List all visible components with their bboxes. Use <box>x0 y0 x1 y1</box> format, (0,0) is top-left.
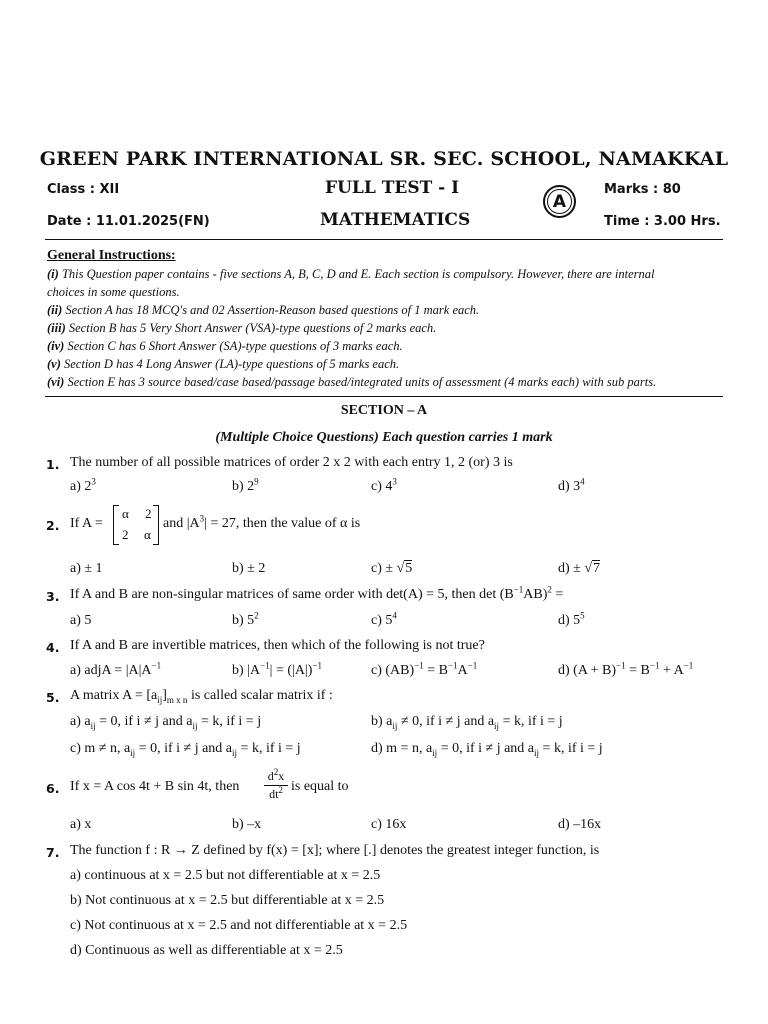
school-name: GREEN PARK INTERNATIONAL SR. SEC. SCHOOL, NAMAKKAL <box>39 148 729 170</box>
instruction-item: (i) This Question paper contains - five sections A, B, C, D and E. Each section is compulsory. However, there are internal <box>47 267 655 281</box>
q3-option-b: b) $5^2$ <box>232 610 259 628</box>
instructions-divider <box>45 396 723 397</box>
matrix-A <box>113 505 159 545</box>
q1-option-d: d) $3^4$ <box>558 476 585 494</box>
q4-option-d: d) $(A + B)^{-1} = B^{-1} + A^{-1}$ <box>558 660 694 678</box>
test-title: FULL TEST - I <box>325 178 460 198</box>
class-label: Class : XII <box>47 182 120 197</box>
q6-option-c: c) 16x <box>371 817 407 832</box>
time-label: Time : 3.00 Hrs. <box>604 214 721 229</box>
question-5-text: A matrix $A = [a_{ij}]_{m x n}$ is called scalar matrix if : <box>70 688 333 705</box>
q1-option-a: a) $2^3$ <box>70 476 96 494</box>
question-number: 4. <box>46 640 60 655</box>
marks-label: Marks : 80 <box>604 182 681 197</box>
q4-option-a: a) adjA = $|A|A^{-1}$ <box>70 660 162 678</box>
q5-option-d: d) m = n, $a_{ij} = 0$, if i ≠ j and $a_{ij} = k$, if i = j <box>371 741 603 758</box>
question-6-prefix: If x = A cos 4t + B sin 4t, then <box>70 779 240 794</box>
set-badge-letter: A <box>547 189 572 214</box>
question-number: 2. <box>46 518 60 533</box>
section-subtitle: (Multiple Choice Questions) Each question carries 1 mark <box>215 430 553 445</box>
question-2-text: and $|A^3| = 27$, then the value of α is <box>163 513 361 531</box>
question-6-suffix: is equal to <box>291 779 349 794</box>
header-divider <box>45 239 723 240</box>
q5-option-a: a) $a_{ij} = 0$, if i ≠ j and $a_{ij} = k$, if i = j <box>70 714 262 731</box>
question-3-text: If A and B are non-singular matrices of same order with det(A) = 5, then $\det (B^{-1}AB)^2$ = <box>70 584 564 602</box>
instruction-item: (v) Section D has 4 Long Answer (LA)-type questions of 5 marks each. <box>47 357 400 371</box>
q1-option-b: b) $2^9$ <box>232 476 259 494</box>
q4-option-b: b) $|A^{-1}| = (|A|)^{-1}$ <box>232 660 322 678</box>
instruction-item: (vi) Section E has 3 source based/case based/passage based/integrated units of assessment (4 marks each) with sub parts. <box>47 375 657 389</box>
second-derivative-fraction: $d^2x$ $dt^2$ <box>264 769 288 802</box>
question-2-prefix: If A = <box>70 516 103 531</box>
question-number: 1. <box>46 457 60 472</box>
q5-option-b: b) $a_{ij} \ne 0$, if i ≠ j and $a_{ij} = k$, if i = j <box>371 714 563 731</box>
matrix-cell: α <box>122 506 129 521</box>
q2-option-a: a) ± 1 <box>70 561 103 576</box>
q6-option-a: a) x <box>70 817 92 832</box>
q2-option-b: b) ± 2 <box>232 561 266 576</box>
q7-option-d: d) Continuous as well as differentiable at x = 2.5 <box>70 943 343 958</box>
set-badge <box>543 185 576 218</box>
q3-option-d: d) $5^5$ <box>558 610 585 628</box>
instructions-list <box>47 265 727 391</box>
question-number: 6. <box>46 781 60 796</box>
question-1-text: The number of all possible matrices of order 2 x 2 with each entry 1, 2 (or) 3 is <box>70 455 513 470</box>
matrix-bracket-right <box>153 505 159 545</box>
question-7-text: The function f : R → Z defined by f(x) = [x]; where [.] denotes the greatest integer function, is <box>70 843 600 858</box>
q2-option-d: d) ± √7 <box>558 561 601 576</box>
q3-option-a: a) 5 <box>70 613 92 628</box>
matrix-cell: 2 <box>122 527 129 542</box>
question-number: 3. <box>46 589 60 604</box>
question-number: 7. <box>46 845 60 860</box>
q6-option-d: d) –16x <box>558 817 602 832</box>
q7-option-c: c) Not continuous at x = 2.5 and not differentiable at x = 2.5 <box>70 918 408 933</box>
subject-title: MATHEMATICS <box>320 210 471 230</box>
question-4-text: If A and B are invertible matrices, then which of the following is not true? <box>70 638 485 653</box>
instructions-title: General Instructions: <box>47 248 176 263</box>
q3-option-c: c) $5^4$ <box>371 610 397 628</box>
instruction-item: (ii) Section A has 18 MCQ's and 02 Assertion-Reason based questions of 1 mark each. <box>47 303 480 317</box>
q1-option-c: c) $4^3$ <box>371 476 397 494</box>
instruction-item: (iv) Section C has 6 Short Answer (SA)-type questions of 3 marks each. <box>47 339 403 353</box>
instruction-item: (iii) Section B has 5 Very Short Answer (VSA)-type questions of 2 marks each. <box>47 321 437 335</box>
matrix-bracket-left <box>113 505 119 545</box>
section-title: SECTION – A <box>340 403 428 418</box>
q4-option-c: c) $(AB)^{-1} = B^{-1}A^{-1}$ <box>371 660 478 678</box>
q5-option-c: c) m ≠ n, $a_{ij} = 0$, if i ≠ j and $a_{ij} = k$, if i = j <box>70 741 301 758</box>
q2-option-c: c) ± √5 <box>371 561 413 576</box>
q7-option-a: a) continuous at x = 2.5 but not differentiable at x = 2.5 <box>70 868 381 883</box>
question-number: 5. <box>46 690 60 705</box>
date-label: Date : 11.01.2025(FN) <box>47 214 210 229</box>
instruction-item: choices in some questions. <box>47 285 180 299</box>
q7-option-b: b) Not continuous at x = 2.5 but differentiable at x = 2.5 <box>70 893 385 908</box>
matrix-cell: α <box>144 527 151 542</box>
q6-option-b: b) –x <box>232 817 262 832</box>
matrix-cell: 2 <box>145 506 152 521</box>
